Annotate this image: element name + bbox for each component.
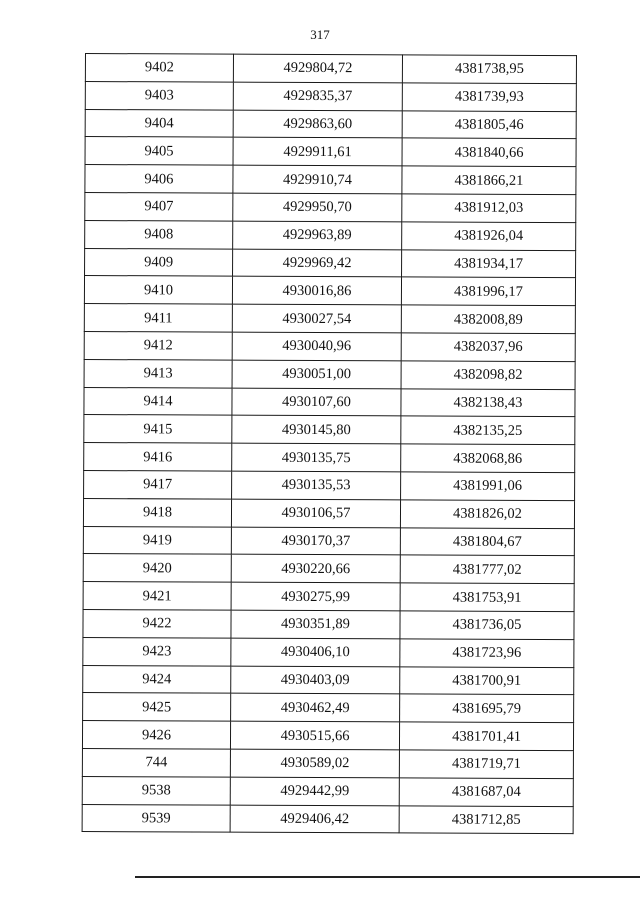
y-coordinate-cell: 4382098,82 [401,361,575,390]
y-coordinate-cell: 4381712,85 [399,805,573,834]
table-row [84,359,575,389]
x-coordinate-cell: 4930170,37 [231,527,400,556]
y-coordinate-cell: 4382068,86 [401,444,575,473]
table-row [83,609,574,639]
table-row [83,693,574,723]
x-coordinate-cell: 4929406,42 [230,805,399,834]
point-number-cell: 9403 [85,81,233,109]
y-coordinate-cell: 4381805,46 [402,110,576,139]
point-number-cell: 9424 [83,665,231,693]
x-coordinate-cell: 4930403,09 [231,666,400,695]
table-row [84,415,575,445]
x-coordinate-cell: 4930275,99 [231,582,400,611]
x-coordinate-cell: 4929910,74 [233,165,402,194]
point-number-cell: 9426 [82,721,230,749]
table-row [85,220,576,250]
x-coordinate-cell: 4929963,89 [233,221,402,250]
y-coordinate-cell: 4381991,06 [401,472,575,501]
y-coordinate-cell: 4381926,04 [402,222,576,251]
table-row [85,248,576,278]
table-row [85,192,576,222]
x-coordinate-cell: 4930515,66 [230,721,399,750]
y-coordinate-cell: 4381826,02 [400,500,574,529]
y-coordinate-cell: 4381701,41 [399,722,573,751]
point-number-cell: 9405 [85,137,233,165]
point-number-cell: 9423 [83,637,231,665]
table-row [82,748,573,778]
x-coordinate-cell: 4930027,54 [232,304,401,333]
table-row [82,721,573,751]
y-coordinate-cell: 4381804,67 [400,527,574,556]
x-coordinate-cell: 4929950,70 [233,193,402,222]
table-row [85,81,576,111]
point-number-cell: 9418 [83,498,231,526]
y-coordinate-cell: 4381736,05 [400,611,574,640]
point-number-cell: 9412 [84,331,232,359]
x-coordinate-cell: 4930462,49 [231,693,400,722]
point-number-cell: 9538 [82,776,230,804]
table-row [85,109,576,139]
x-coordinate-cell: 4930040,96 [232,332,401,361]
x-coordinate-cell: 4929442,99 [230,777,399,806]
x-coordinate-cell: 4929835,37 [233,82,402,111]
x-coordinate-cell: 4930106,57 [231,499,400,528]
x-coordinate-cell: 4930220,66 [231,554,400,583]
bottom-rule [135,876,640,878]
x-coordinate-cell: 4929969,42 [233,249,402,278]
x-coordinate-cell: 4929804,72 [233,54,402,83]
point-number-cell: 9407 [85,192,233,220]
y-coordinate-cell: 4381723,96 [400,639,574,668]
y-coordinate-cell: 4382037,96 [401,333,575,362]
table-row [83,498,574,528]
point-number-cell: 9419 [83,526,231,554]
table-row [84,331,575,361]
point-number-cell: 9425 [83,693,231,721]
point-number-cell: 9539 [82,804,230,832]
table-row [84,304,575,334]
x-coordinate-cell: 4929911,61 [233,138,402,167]
y-coordinate-cell: 4381719,71 [399,750,573,779]
point-number-cell: 9402 [85,54,233,82]
y-coordinate-cell: 4381753,91 [400,583,574,612]
point-number-cell: 9409 [85,248,233,276]
point-number-cell: 9408 [85,220,233,248]
x-coordinate-cell: 4930107,60 [232,388,401,417]
y-coordinate-cell: 4381866,21 [402,166,576,195]
point-number-cell: 9406 [85,165,233,193]
y-coordinate-cell: 4381777,02 [400,555,574,584]
page-number: 317 [310,27,330,42]
point-number-cell: 9411 [84,304,232,332]
table-row [83,637,574,667]
point-number-cell: 744 [82,748,230,776]
y-coordinate-cell: 4381840,66 [402,138,576,167]
x-coordinate-cell: 4930589,02 [230,749,399,778]
table-row [84,443,575,473]
point-number-cell: 9415 [84,415,232,443]
table-row [83,526,574,556]
table-row [83,554,574,584]
x-coordinate-cell: 4929863,60 [233,110,402,139]
x-coordinate-cell: 4930051,00 [232,360,401,389]
point-number-cell: 9420 [83,554,231,582]
x-coordinate-cell: 4930145,80 [232,416,401,445]
y-coordinate-cell: 4381739,93 [402,83,576,112]
point-number-cell: 9416 [84,443,232,471]
y-coordinate-cell: 4382138,43 [401,388,575,417]
y-coordinate-cell: 4381687,04 [399,778,573,807]
x-coordinate-cell: 4930135,53 [232,471,401,500]
point-number-cell: 9410 [84,276,232,304]
y-coordinate-cell: 4381912,03 [402,194,576,223]
y-coordinate-cell: 4381700,91 [400,666,574,695]
point-number-cell: 9414 [84,387,232,415]
y-coordinate-cell: 4382008,89 [401,305,575,334]
table-row [84,470,575,500]
y-coordinate-cell: 4381695,79 [400,694,574,723]
coordinates-table-body [82,54,576,834]
x-coordinate-cell: 4930351,89 [231,610,400,639]
point-number-cell: 9417 [84,470,232,498]
table-row [84,276,575,306]
y-coordinate-cell: 4381996,17 [401,277,575,306]
point-number-cell: 9421 [83,582,231,610]
table-row [84,387,575,417]
x-coordinate-cell: 4930406,10 [231,638,400,667]
point-number-cell: 9422 [83,609,231,637]
table-row [82,776,573,806]
table-row [85,137,576,167]
point-number-cell: 9404 [85,109,233,137]
table-row [82,804,573,834]
table-row [83,582,574,612]
y-coordinate-cell: 4381738,95 [402,55,576,84]
x-coordinate-cell: 4930135,75 [232,443,401,472]
point-number-cell: 9413 [84,359,232,387]
table-row [85,54,576,84]
table-row [83,665,574,695]
y-coordinate-cell: 4382135,25 [401,416,575,445]
y-coordinate-cell: 4381934,17 [402,249,576,278]
x-coordinate-cell: 4930016,86 [232,277,401,306]
table-row [85,165,576,195]
coordinates-table [82,53,577,834]
